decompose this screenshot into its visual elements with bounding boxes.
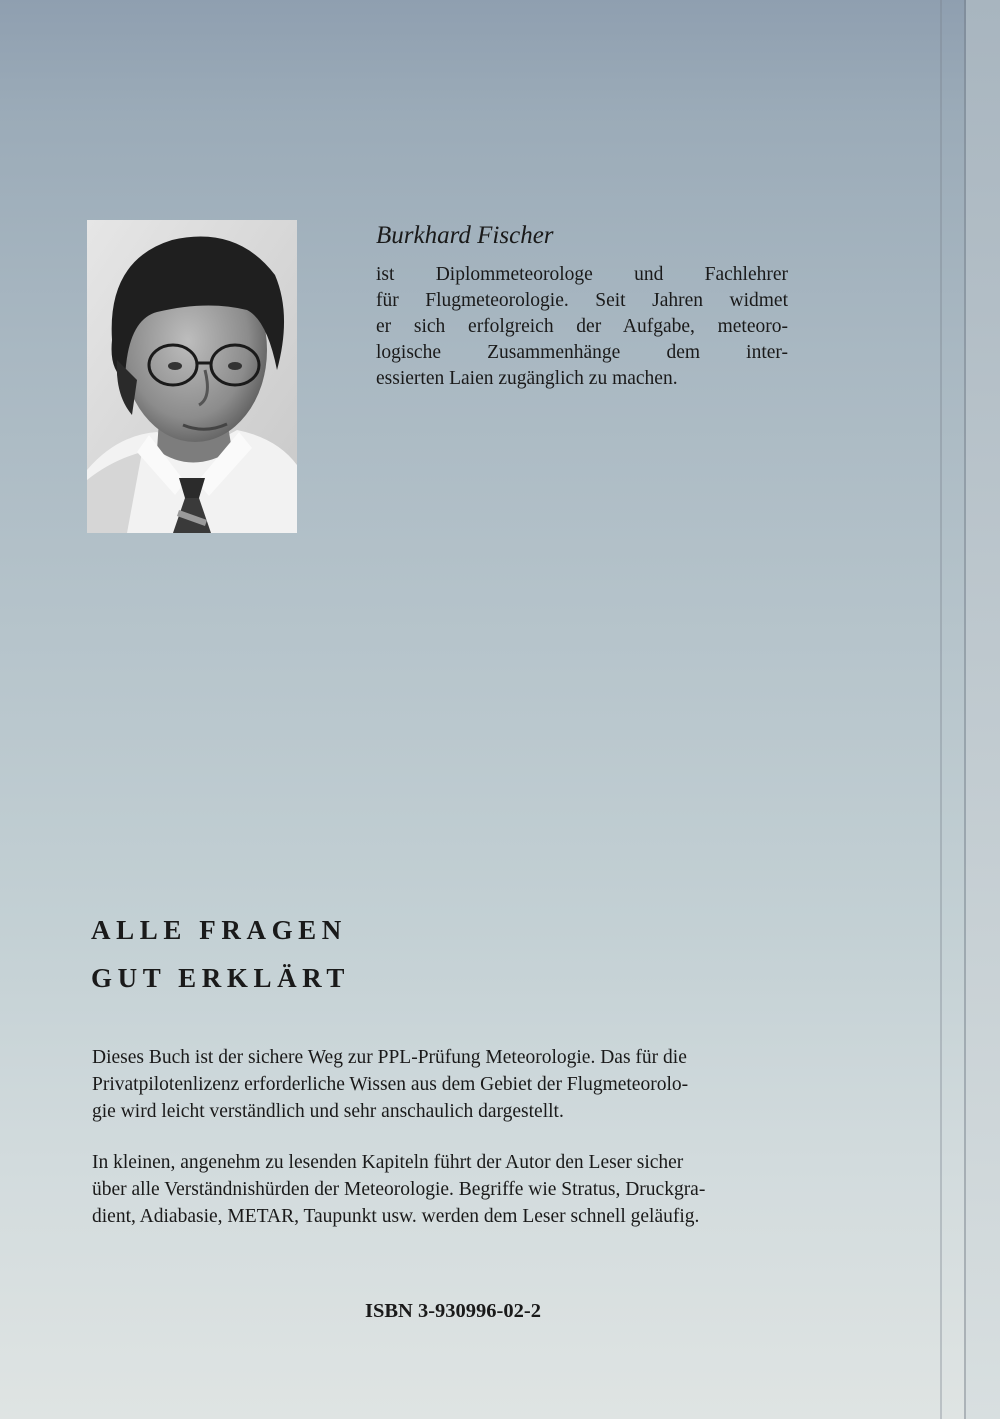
description-line: Dieses Buch ist der sichere Weg zur PPL-Prüfung Meteorologie. Das für die (92, 1047, 687, 1068)
author-photo (87, 220, 297, 533)
description-line: über alle Verständnishürden der Meteorologie. Begriffe wie Stratus, Druckgra- (92, 1179, 706, 1200)
description-line: gie wird leicht verständlich und sehr anschaulich dargestellt. (92, 1101, 564, 1122)
isbn-number: ISBN 3-930996-02-2 (365, 1300, 541, 1322)
description-paragraph-1 (92, 1044, 837, 1125)
author-name: Burkhard Fischer (376, 222, 554, 249)
author-bio-line: essierten Laien zugänglich zu machen. (376, 368, 678, 389)
author-bio-line: für Flugmeteorologie. Seit Jahren widmet (376, 290, 788, 311)
headline-line-2: GUT ERKLÄRT (91, 963, 350, 993)
author-bio-line: ist Diplommeteorologe und Fachlehrer (376, 264, 788, 285)
description-paragraph-2 (92, 1149, 837, 1230)
cover-spine-band (966, 0, 1000, 1419)
cover-crease (940, 0, 942, 1419)
description-line: Privatpilotenlizenz erforderliche Wissen aus dem Gebiet der Flugmeteorolo- (92, 1074, 689, 1095)
author-bio-line: er sich erfolgreich der Aufgabe, meteoro- (376, 316, 788, 337)
description-line: In kleinen, angenehm zu lesenden Kapiteln führt der Autor den Leser sicher (92, 1152, 684, 1173)
author-bio (376, 262, 788, 392)
headline-line-1: ALLE FRAGEN (91, 915, 347, 945)
description-line: dient, Adiabasie, METAR, Taupunkt usw. werden dem Leser schnell geläufig. (92, 1206, 700, 1227)
author-bio-line: logische Zusammenhänge dem inter- (376, 342, 788, 363)
